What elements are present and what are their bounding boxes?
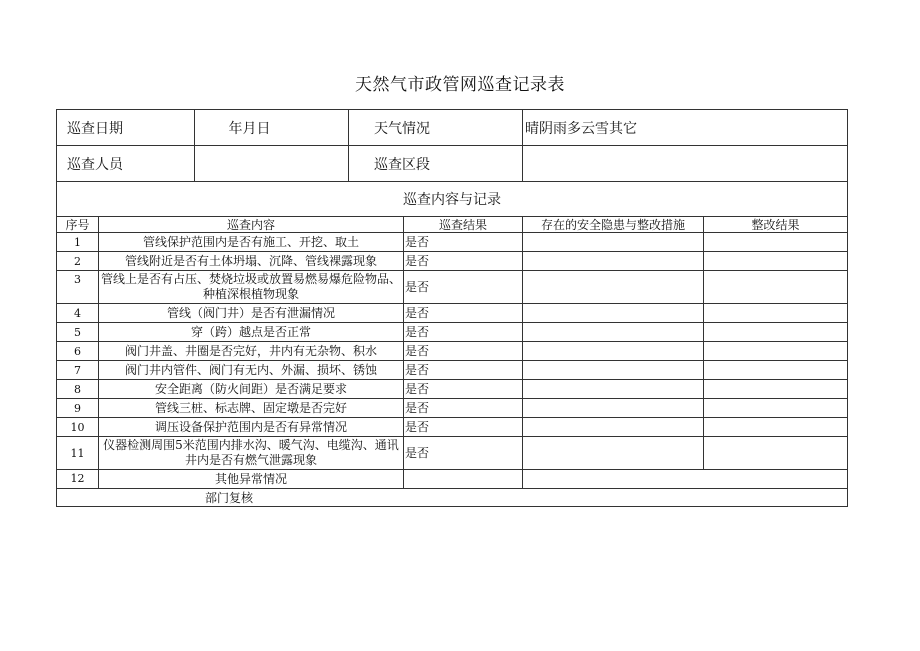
column-header-rectify: 整改结果 bbox=[704, 217, 848, 233]
row-content: 穿（跨）越点是否正常 bbox=[99, 323, 404, 342]
row-number: 3 bbox=[57, 271, 99, 304]
table-row bbox=[57, 399, 848, 418]
row-other-notes[interactable] bbox=[523, 470, 848, 489]
column-header-hazard: 存在的安全隐患与整改措施 bbox=[523, 217, 704, 233]
row-hazard[interactable] bbox=[523, 342, 704, 361]
row-number: 6 bbox=[57, 342, 99, 361]
row-hazard[interactable] bbox=[523, 252, 704, 271]
row-rectify[interactable] bbox=[704, 323, 848, 342]
table-row bbox=[57, 233, 848, 252]
row-result[interactable]: 是否 bbox=[404, 418, 523, 437]
row-rectify[interactable] bbox=[704, 252, 848, 271]
column-header-no: 序号 bbox=[57, 217, 99, 233]
column-header-content: 巡查内容 bbox=[99, 217, 404, 233]
area-label: 巡查区段 bbox=[349, 146, 523, 182]
row-content: 管线附近是否有土体坍塌、沉降、管线裸露现象 bbox=[99, 252, 404, 271]
table-row bbox=[57, 470, 848, 489]
row-result[interactable]: 是否 bbox=[404, 323, 523, 342]
row-result[interactable]: 是否 bbox=[404, 399, 523, 418]
row-content: 管线三桩、标志牌、固定墩是否完好 bbox=[99, 399, 404, 418]
row-content: 阀门井盖、井圈是否完好，井内有无杂物、积水 bbox=[99, 342, 404, 361]
row-hazard[interactable] bbox=[523, 361, 704, 380]
row-number: 1 bbox=[57, 233, 99, 252]
section-title: 巡查内容与记录 bbox=[57, 182, 848, 217]
row-hazard[interactable] bbox=[523, 418, 704, 437]
row-result[interactable]: 是否 bbox=[404, 437, 523, 470]
row-rectify[interactable] bbox=[704, 271, 848, 304]
table-row bbox=[57, 323, 848, 342]
row-content: 仪器检测周围5米范围内排水沟、暖气沟、电缆沟、通讯井内是否有燃气泄露现象 bbox=[99, 437, 404, 470]
table-row bbox=[57, 271, 848, 304]
section-row bbox=[57, 182, 848, 217]
inspector-label: 巡查人员 bbox=[57, 146, 195, 182]
table-row bbox=[57, 342, 848, 361]
row-rectify[interactable] bbox=[704, 342, 848, 361]
row-result[interactable]: 是否 bbox=[404, 252, 523, 271]
table-row bbox=[57, 418, 848, 437]
row-rectify[interactable] bbox=[704, 361, 848, 380]
inspector-field[interactable] bbox=[195, 146, 349, 182]
header-row-inspector bbox=[57, 146, 848, 182]
row-content: 阀门井内管件、阀门有无内、外漏、损坏、锈蚀 bbox=[99, 361, 404, 380]
row-result[interactable] bbox=[404, 470, 523, 489]
row-result[interactable]: 是否 bbox=[404, 342, 523, 361]
row-number: 8 bbox=[57, 380, 99, 399]
row-rectify[interactable] bbox=[704, 437, 848, 470]
weather-label: 天气情况 bbox=[349, 110, 523, 146]
row-rectify[interactable] bbox=[704, 399, 848, 418]
row-hazard[interactable] bbox=[523, 233, 704, 252]
row-content: 管线上是否有占压、焚烧垃圾或放置易燃易爆危险物品、种植深根植物现象 bbox=[99, 271, 404, 304]
row-content: 安全距离（防火间距）是否满足要求 bbox=[99, 380, 404, 399]
row-content: 管线保护范围内是否有施工、开挖、取土 bbox=[99, 233, 404, 252]
row-number: 2 bbox=[57, 252, 99, 271]
weather-field[interactable]: 晴阴雨多云雪其它 bbox=[523, 110, 848, 146]
date-field[interactable]: 年月日 bbox=[195, 110, 349, 146]
row-number: 10 bbox=[57, 418, 99, 437]
row-rectify[interactable] bbox=[704, 233, 848, 252]
table-row bbox=[57, 252, 848, 271]
table-row bbox=[57, 361, 848, 380]
column-header-row bbox=[57, 217, 848, 233]
row-number: 5 bbox=[57, 323, 99, 342]
row-result[interactable]: 是否 bbox=[404, 271, 523, 304]
column-header-result: 巡查结果 bbox=[404, 217, 523, 233]
department-review-label: 部门复核 bbox=[57, 489, 848, 507]
row-hazard[interactable] bbox=[523, 437, 704, 470]
row-number: 9 bbox=[57, 399, 99, 418]
row-hazard[interactable] bbox=[523, 271, 704, 304]
row-rectify[interactable] bbox=[704, 418, 848, 437]
row-hazard[interactable] bbox=[523, 399, 704, 418]
table-row bbox=[57, 304, 848, 323]
row-number: 12 bbox=[57, 470, 99, 489]
row-number: 4 bbox=[57, 304, 99, 323]
row-hazard[interactable] bbox=[523, 380, 704, 399]
row-content: 管线（阀门井）是否有泄漏情况 bbox=[99, 304, 404, 323]
footer-row bbox=[57, 489, 848, 507]
row-number: 11 bbox=[57, 437, 99, 470]
inspection-form bbox=[56, 109, 848, 507]
row-rectify[interactable] bbox=[704, 304, 848, 323]
row-result[interactable]: 是否 bbox=[404, 380, 523, 399]
row-content: 调压设备保护范围内是否有异常情况 bbox=[99, 418, 404, 437]
table-row bbox=[57, 437, 848, 470]
row-content: 其他异常情况 bbox=[99, 470, 404, 489]
row-rectify[interactable] bbox=[704, 380, 848, 399]
header-row-date bbox=[57, 110, 848, 146]
row-hazard[interactable] bbox=[523, 304, 704, 323]
row-result[interactable]: 是否 bbox=[404, 304, 523, 323]
row-hazard[interactable] bbox=[523, 323, 704, 342]
row-result[interactable]: 是否 bbox=[404, 233, 523, 252]
page-title: 天然气市政管网巡查记录表 bbox=[355, 75, 565, 95]
row-number: 7 bbox=[57, 361, 99, 380]
date-label: 巡查日期 bbox=[57, 110, 195, 146]
table-row bbox=[57, 380, 848, 399]
row-result[interactable]: 是否 bbox=[404, 361, 523, 380]
area-field[interactable] bbox=[523, 146, 848, 182]
